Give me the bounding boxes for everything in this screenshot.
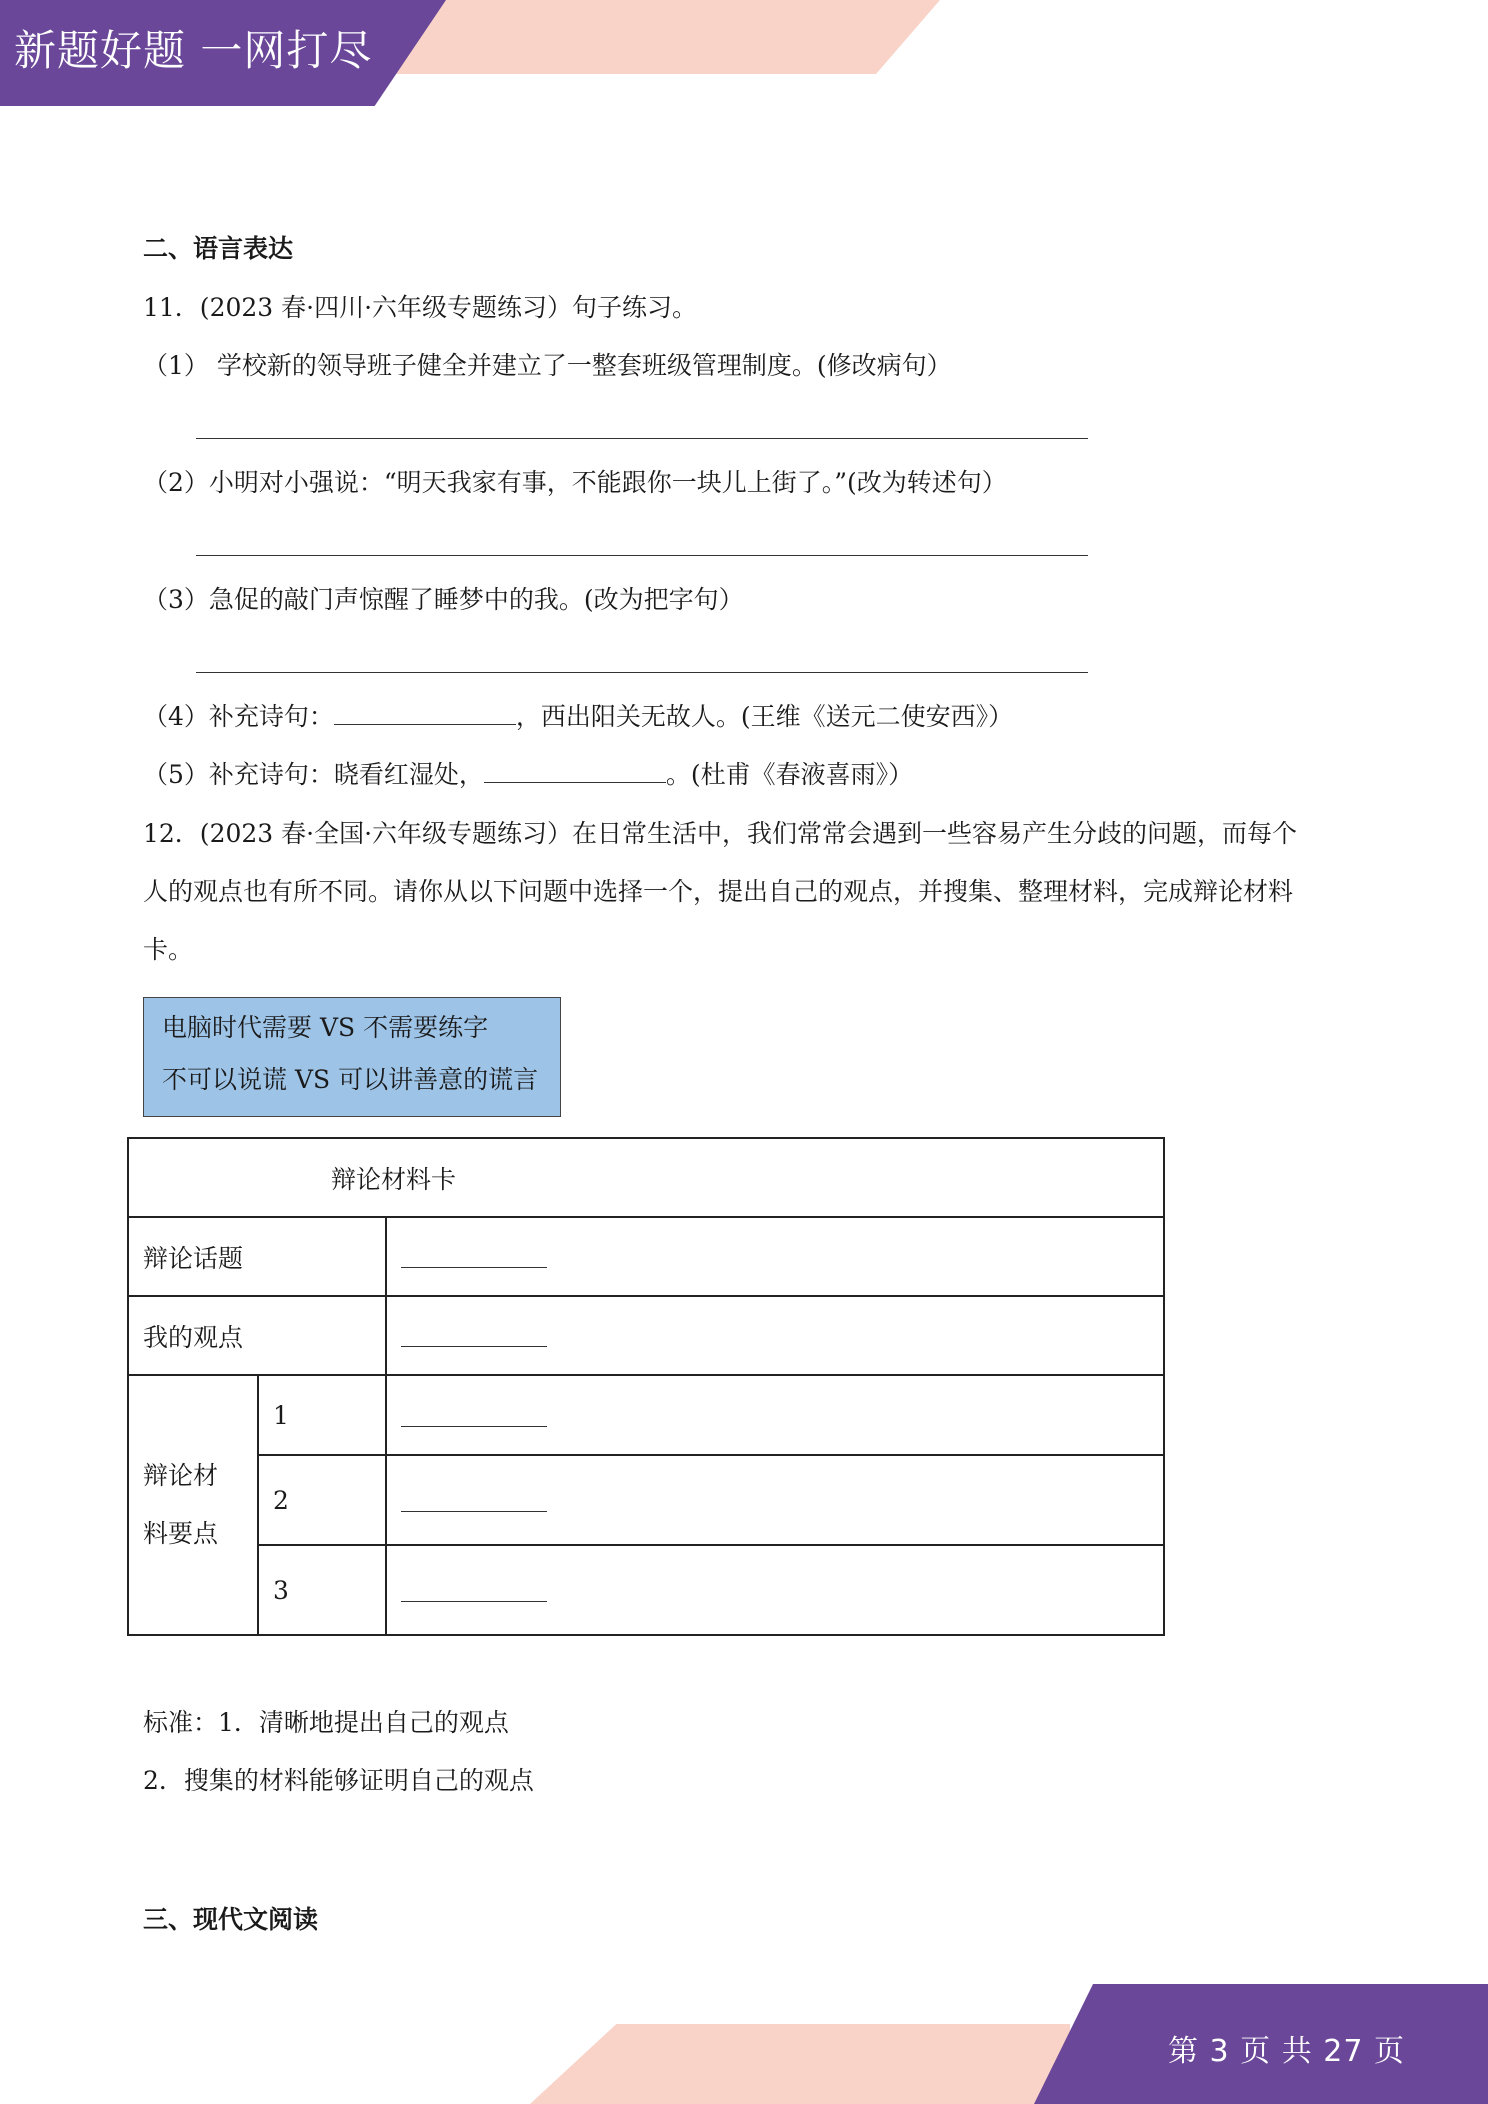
- section-heading: 三、现代文阅读: [143, 1905, 319, 1934]
- answer-line-1: [196, 438, 1088, 439]
- page-number: 第 3 页 共 27 页: [1168, 2034, 1405, 2069]
- question-11-part-2: （2）小明对小强说：“明天我家有事，不能跟你一块儿上街了。”(改为转述句）: [143, 468, 1007, 497]
- poem-blank-1: [334, 702, 516, 725]
- point-answer-line: [401, 1398, 547, 1427]
- topic-answer-line: [401, 1239, 547, 1268]
- criteria-line-2: 2．搜集的材料能够证明自己的观点: [143, 1766, 534, 1795]
- point-answer-line: [401, 1483, 547, 1512]
- question-11-part-5: [143, 758, 913, 792]
- question-11-part-3: （3）急促的敲门声惊醒了睡梦中的我。(改为把字句）: [143, 585, 744, 614]
- topic-option-2: 不可以说谎 VS 可以讲善意的谎言: [162, 1065, 539, 1094]
- header-title: 新题好题 一网打尽: [14, 26, 373, 75]
- topic-answer-cell: [386, 1217, 1164, 1296]
- footer-accent-band: [530, 2024, 1070, 2104]
- view-answer-line: [401, 1318, 547, 1347]
- part-4-suffix: ，西出阳关无故人。(王维《送元二使安西》）: [515, 702, 1014, 731]
- answer-line-3: [196, 672, 1088, 673]
- question-11-stem: 11．(2023 春·四川·六年级专题练习）句子练习。: [143, 293, 698, 322]
- poem-blank-2: [484, 760, 666, 783]
- row-label-topic: 辩论话题: [128, 1217, 386, 1296]
- section-heading: 二、语言表达: [143, 234, 294, 263]
- points-label-line-1: 辩论材: [143, 1461, 219, 1490]
- point-answer-cell: [386, 1455, 1164, 1545]
- row-label-view: 我的观点: [128, 1296, 386, 1375]
- point-answer-cell: [386, 1545, 1164, 1635]
- part-5-prefix: （5）补充诗句：晓看红湿处，: [143, 760, 484, 789]
- question-11-part-1: （1） 学校新的领导班子健全并建立了一整套班级管理制度。(修改病句）: [143, 351, 952, 380]
- point-number: 3: [258, 1545, 386, 1635]
- view-answer-cell: [386, 1296, 1164, 1375]
- part-4-prefix: （4）补充诗句：: [143, 702, 334, 731]
- point-answer-cell: [386, 1375, 1164, 1455]
- topics-box: [143, 997, 561, 1117]
- point-answer-line: [401, 1573, 547, 1602]
- topic-option-1: 电脑时代需要 VS 不需要练字: [162, 1013, 489, 1042]
- point-number: 1: [258, 1375, 386, 1455]
- answer-line-2: [196, 555, 1088, 556]
- criteria-line-1: 标准：1．清晰地提出自己的观点: [143, 1708, 509, 1737]
- points-label-line-2: 料要点: [143, 1519, 219, 1548]
- card-title: 辩论材料卡: [128, 1138, 1164, 1217]
- question-12-line-3: 卡。: [143, 935, 194, 964]
- question-12-line-2: 人的观点也有所不同。请你从以下问题中选择一个，提出自己的观点，并搜集、整理材料，完成辩论材料: [143, 877, 1294, 906]
- question-11-part-4: [143, 700, 1013, 734]
- point-number: 2: [258, 1455, 386, 1545]
- debate-material-card: [127, 1137, 1165, 1636]
- row-label-points: [128, 1375, 258, 1635]
- part-5-suffix: 。(杜甫《春液喜雨》）: [665, 760, 914, 789]
- question-12-line-1: 12．(2023 春·全国·六年级专题练习）在日常生活中，我们常常会遇到一些容易产生分歧的问题，而每个: [143, 819, 1298, 848]
